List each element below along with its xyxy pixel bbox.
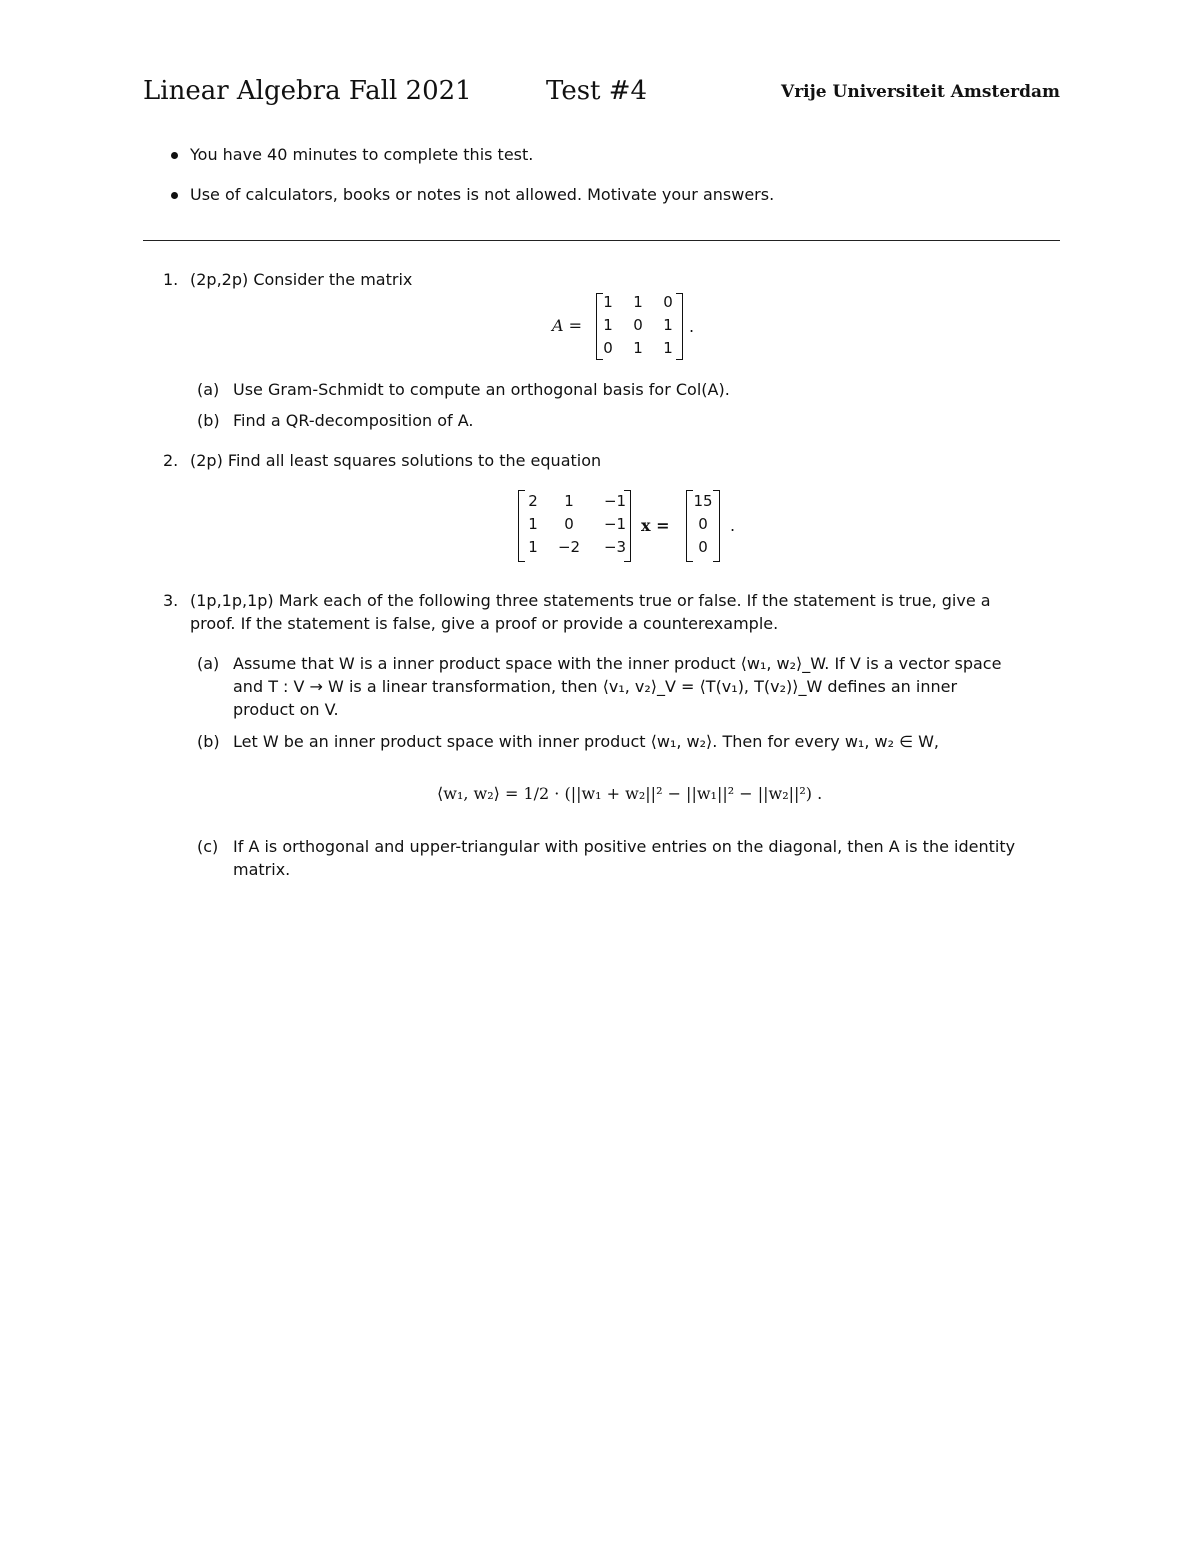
q1a-text: Use Gram-Schmidt to compute an orthogonal basis for Col(A). [233,380,730,399]
right-bracket [713,490,720,562]
matrix-cell: −3 [603,538,627,556]
matrix-cell: 0 [698,538,708,556]
matrix-cell: 0 [698,515,708,533]
q1-matrix-label: A = [552,316,583,335]
q2-number: 2. [163,451,179,470]
matrix-cell: 1 [528,515,538,533]
matrix-cell: 1 [633,339,643,357]
matrix-cell: 1 [663,316,673,334]
instruction-item: Use of calculators, books or notes is not allowed. Motivate your answers. [168,184,1058,206]
q3c-line1: If A is orthogonal and upper-triangular with positive entries on the diagonal, then A is the identity [233,837,1016,856]
q3c-label: (c) [197,837,219,856]
matrix-cell: −2 [557,538,581,556]
matrix-cell: 1 [663,339,673,357]
bullet-icon [171,152,178,159]
matrix-cell: 0 [564,515,574,533]
matrix-cell: 1 [603,293,613,311]
q1-number: 1. [163,270,179,289]
bullet-icon [171,192,178,199]
matrix-cell: 0 [663,293,673,311]
q1a-label: (a) [197,380,220,399]
q3c-line2: matrix. [233,860,291,879]
q3-number: 3. [163,591,179,610]
instructions-list [168,144,1058,224]
q3a-line2: and T : V → W is a linear transformation, then ⟨v₁, v₂⟩_V = ⟨T(v₁), T(v₂)⟩_W defines an inner [233,677,958,696]
matrix-cell: 1 [564,492,574,510]
period: . [730,516,736,535]
course-title: Linear Algebra Fall 2021 [143,76,472,106]
matrix-cell: 1 [528,538,538,556]
matrix-cell: 1 [603,316,613,334]
q3a-label: (a) [197,654,220,673]
right-bracket [676,293,683,360]
divider [143,240,1060,241]
q3b-label: (b) [197,732,220,751]
x-vector-label: x = [641,516,670,535]
university-name: Vrije Universiteit Amsterdam [781,82,1060,102]
q3b-text: Let W be an inner product space with inner product ⟨w₁, w₂⟩. Then for every w₁, w₂ ∈ W, [233,732,940,751]
period: . [689,317,695,336]
test-title: Test #4 [546,76,648,106]
exam-header [143,76,1060,110]
matrix-cell: 0 [603,339,613,357]
matrix-cell: 1 [633,293,643,311]
matrix-cell: −1 [603,515,627,533]
matrix-cell: 0 [633,316,643,334]
q3b-formula: ⟨w₁, w₂⟩ = 1/2 · (||w₁ + w₂||² − ||w₁||² − ||w₂||²) . [437,784,823,803]
matrix-cell: −1 [603,492,627,510]
instruction-item: You have 40 minutes to complete this test. [168,144,1058,166]
q3-text-line1: (1p,1p,1p) Mark each of the following three statements true or false. If the statement is true, give a [190,591,991,610]
right-bracket [624,490,631,562]
q1b-label: (b) [197,411,220,430]
q2-text: (2p) Find all least squares solutions to the equation [190,451,602,470]
matrix-cell: 15 [693,492,713,510]
q3a-line1: Assume that W is a inner product space with the inner product ⟨w₁, w₂⟩_W. If V is a vector space [233,654,1002,673]
q1-text: (2p,2p) Consider the matrix [190,270,413,289]
q3a-line3: product on V. [233,700,339,719]
matrix-cell: 2 [528,492,538,510]
q3-text-line2: proof. If the statement is false, give a proof or provide a counterexample. [190,614,779,633]
q1b-text: Find a QR-decomposition of A. [233,411,474,430]
